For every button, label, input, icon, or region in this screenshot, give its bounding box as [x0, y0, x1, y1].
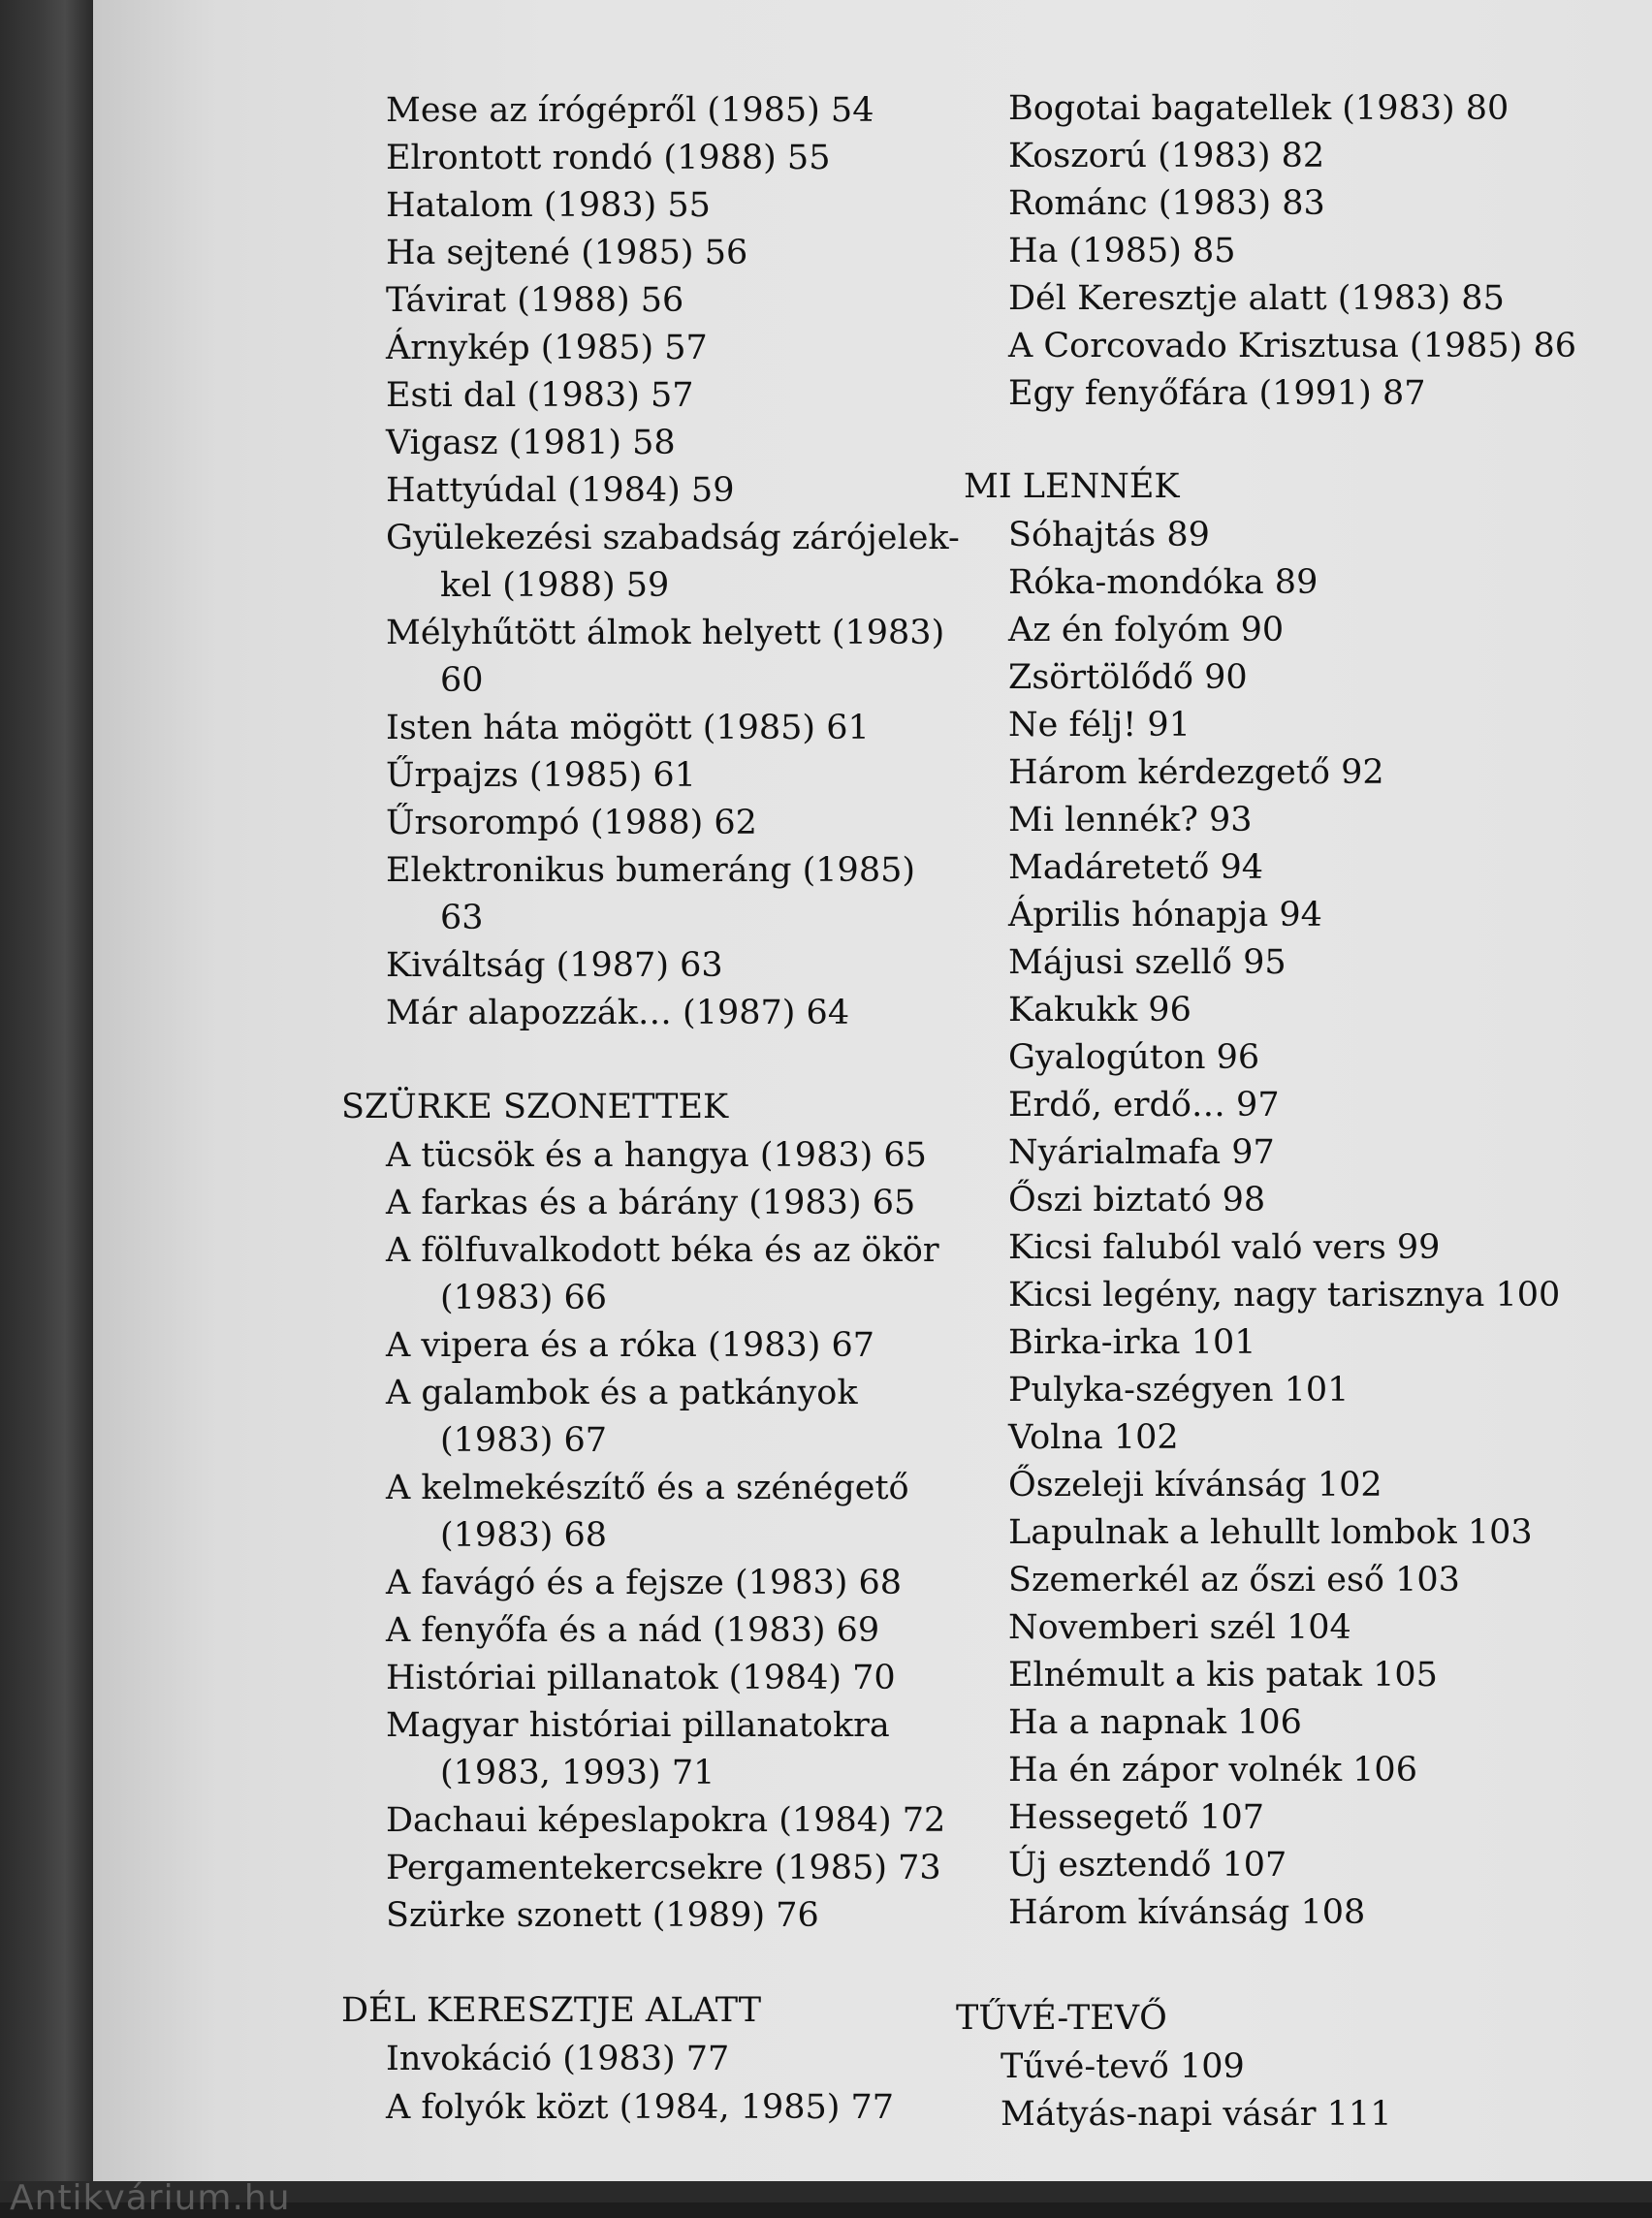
toc-entry: A farkas és a bárány (1983) 65	[386, 1184, 916, 1222]
toc-entry-continuation: 60	[440, 661, 484, 700]
toc-entry: A folyók közt (1984, 1985) 77	[386, 2088, 895, 2127]
toc-entry: Róka-mondóka 89	[1008, 563, 1318, 602]
toc-entry: Hattyúdal (1984) 59	[386, 471, 735, 510]
toc-entry: Őszi biztató 98	[1008, 1181, 1266, 1220]
toc-entry: Űrpajzs (1985) 61	[386, 756, 696, 795]
toc-entry: Madáretető 94	[1008, 848, 1263, 887]
toc-entry: Dachaui képeslapokra (1984) 72	[386, 1801, 946, 1840]
toc-entry: Invokáció (1983) 77	[386, 2040, 730, 2078]
toc-entry: Ha én zápor volnék 106	[1008, 1751, 1417, 1790]
toc-entry: A vipera és a róka (1983) 67	[386, 1326, 875, 1365]
toc-entry: Isten háta mögött (1985) 61	[386, 709, 870, 747]
toc-entry: Gyalogúton 96	[1008, 1038, 1260, 1077]
toc-entry: A favágó és a fejsze (1983) 68	[386, 1564, 903, 1602]
toc-entry: Ha sejtené (1985) 56	[386, 234, 748, 272]
toc-entry: Kakukk 96	[1008, 991, 1191, 1030]
toc-entry: Erdő, erdő… 97	[1008, 1086, 1280, 1125]
toc-entry: Új esztendő 107	[1008, 1846, 1287, 1885]
book-spine-shadow	[0, 0, 93, 2202]
toc-entry-continuation: (1983) 67	[440, 1421, 608, 1460]
toc-entry: Mi lennék? 93	[1008, 801, 1253, 840]
section-heading: TŰVÉ-TEVŐ	[956, 1999, 1167, 2038]
section-heading: SZÜRKE SZONETTEK	[341, 1088, 729, 1126]
toc-entry: Három kérdezgető 92	[1008, 753, 1384, 792]
toc-entry: Mélyhűtött álmok helyett (1983)	[386, 614, 945, 652]
toc-entry: Elektronikus bumeráng (1985)	[386, 851, 916, 890]
toc-entry: Ha a napnak 106	[1008, 1703, 1302, 1742]
toc-entry: Gyülekezési szabadság zárójelek-	[386, 519, 960, 557]
toc-entry: Sóhajtás 89	[1008, 516, 1210, 554]
toc-entry: Bogotai bagatellek (1983) 80	[1008, 89, 1509, 128]
toc-entry: Románc (1983) 83	[1008, 184, 1325, 223]
toc-entry: Április hónapja 94	[1008, 896, 1322, 935]
toc-entry: A tücsök és a hangya (1983) 65	[386, 1136, 927, 1175]
toc-entry-continuation: kel (1988) 59	[440, 566, 670, 605]
toc-entry: Távirat (1988) 56	[386, 281, 684, 320]
toc-entry: Elrontott rondó (1988) 55	[386, 139, 831, 177]
toc-entry: Zsörtölődő 90	[1008, 658, 1248, 697]
toc-entry: Kicsi legény, nagy tarisznya 100	[1008, 1276, 1561, 1315]
toc-entry: Históriai pillanatok (1984) 70	[386, 1659, 896, 1697]
toc-entry: Hatalom (1983) 55	[386, 186, 711, 225]
toc-entry: Mátyás-napi vásár 111	[1001, 2095, 1392, 2134]
toc-entry: Árnykép (1985) 57	[386, 329, 708, 367]
toc-entry: Májusi szellő 95	[1008, 943, 1287, 982]
toc-entry-continuation: (1983) 66	[440, 1279, 608, 1317]
toc-entry: Tűvé-tevő 109	[1001, 2047, 1245, 2086]
toc-entry: Dél Keresztje alatt (1983) 85	[1008, 279, 1505, 318]
toc-entry: A fenyőfa és a nád (1983) 69	[386, 1611, 880, 1650]
toc-entry: Nyárialmafa 97	[1008, 1133, 1275, 1172]
toc-entry: A galambok és a patkányok	[386, 1374, 858, 1412]
toc-entry: Vigasz (1981) 58	[386, 424, 676, 462]
toc-entry: Novemberi szél 104	[1008, 1608, 1351, 1647]
toc-entry: A fölfuvalkodott béka és az ökör	[386, 1231, 939, 1270]
toc-entry: Hessegető 107	[1008, 1798, 1265, 1837]
toc-entry: Őszeleji kívánság 102	[1008, 1466, 1382, 1505]
toc-entry: Ne félj! 91	[1008, 706, 1191, 745]
toc-entry: Az én folyóm 90	[1008, 611, 1285, 650]
section-heading: MI LENNÉK	[964, 467, 1180, 506]
toc-entry-continuation: 63	[440, 899, 484, 937]
toc-entry: Koszorú (1983) 82	[1008, 137, 1325, 175]
section-heading: DÉL KERESZTJE ALATT	[341, 1991, 762, 2030]
toc-entry: Szürke szonett (1989) 76	[386, 1896, 819, 1935]
toc-entry: Űrsorompó (1988) 62	[386, 804, 757, 842]
toc-entry: Elnémult a kis patak 105	[1008, 1656, 1438, 1695]
toc-entry: Pulyka-szégyen 101	[1008, 1371, 1350, 1410]
toc-entry: Lapulnak a lehullt lombok 103	[1008, 1513, 1533, 1552]
toc-entry: Mese az írógépről (1985) 54	[386, 91, 874, 130]
toc-entry-continuation: (1983) 68	[440, 1516, 608, 1555]
toc-entry: Egy fenyőfára (1991) 87	[1008, 374, 1426, 413]
toc-entry: Pergamentekercsekre (1985) 73	[386, 1849, 941, 1887]
toc-entry: Már alapozzák… (1987) 64	[386, 994, 850, 1032]
toc-entry: A Corcovado Krisztusa (1985) 86	[1008, 327, 1576, 365]
toc-entry: Kiváltság (1987) 63	[386, 946, 723, 985]
toc-entry: Kicsi faluból való vers 99	[1008, 1228, 1441, 1267]
toc-entry: A kelmekészítő és a szénégető	[386, 1469, 909, 1507]
toc-entry: Magyar históriai pillanatokra	[386, 1706, 890, 1745]
toc-entry-continuation: (1983, 1993) 71	[440, 1754, 715, 1792]
watermark-text: Antikvárium.hu	[10, 2178, 291, 2218]
toc-entry: Három kívánság 108	[1008, 1893, 1366, 1932]
toc-entry: Ha (1985) 85	[1008, 232, 1236, 270]
toc-entry: Birka-irka 101	[1008, 1323, 1256, 1362]
toc-entry: Volna 102	[1008, 1418, 1179, 1457]
toc-entry: Szemerkél az őszi eső 103	[1008, 1561, 1460, 1600]
toc-entry: Esti dal (1983) 57	[386, 376, 694, 415]
